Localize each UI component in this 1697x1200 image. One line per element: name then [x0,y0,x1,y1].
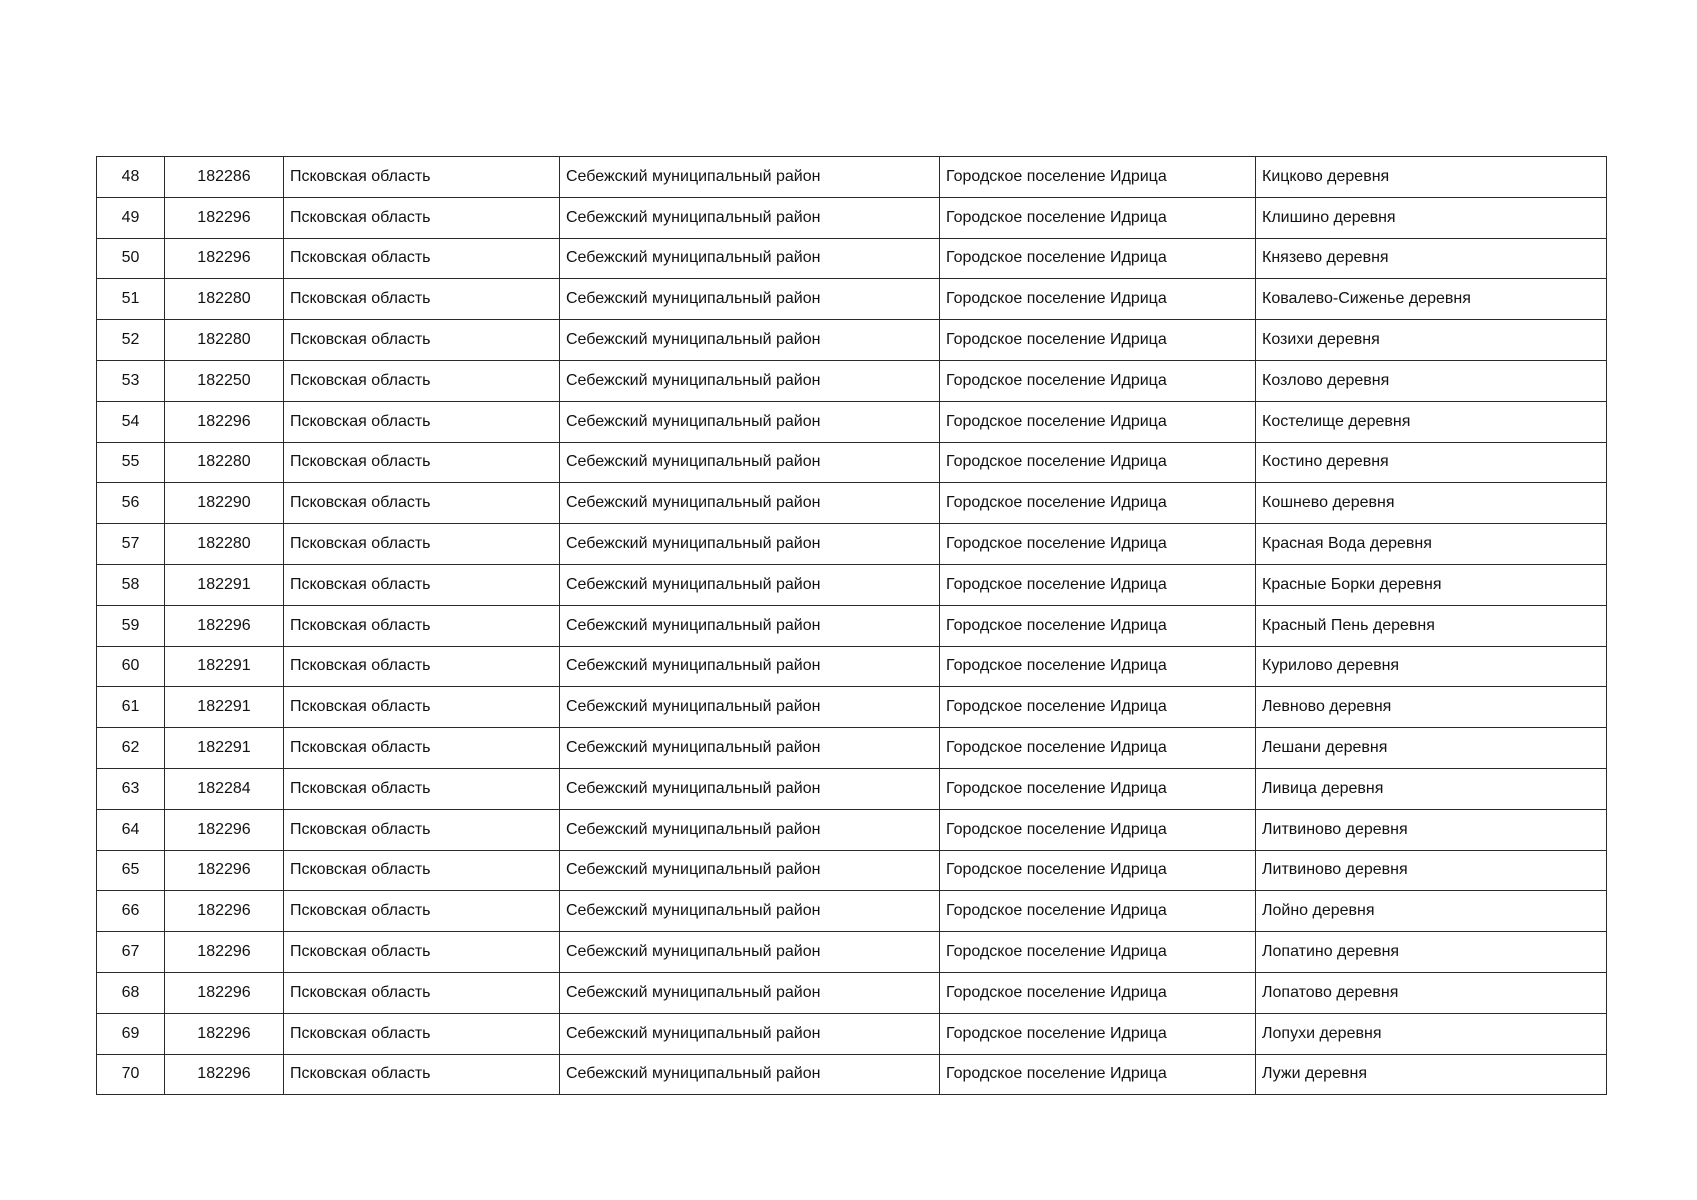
postal-code-cell: 182280 [165,524,284,565]
postal-code-cell: 182296 [165,1054,284,1095]
table-row [97,932,1607,973]
region-cell: Псковская область [284,442,560,483]
postal-code-cell: 182296 [165,932,284,973]
district-cell: Себежский муниципальный район [560,442,940,483]
postal-code-cell: 182296 [165,1013,284,1054]
district-cell: Себежский муниципальный район [560,687,940,728]
row-number-cell: 68 [97,972,165,1013]
table-row [97,524,1607,565]
row-number-cell: 63 [97,768,165,809]
district-cell: Себежский муниципальный район [560,157,940,198]
row-number-cell: 55 [97,442,165,483]
settlement-cell: Городское поселение Идрица [940,850,1256,891]
region-cell: Псковская область [284,891,560,932]
postal-code-cell: 182296 [165,605,284,646]
settlement-cell: Городское поселение Идрица [940,768,1256,809]
table-row [97,728,1607,769]
locality-cell: Лешани деревня [1256,728,1607,769]
locality-cell: Левново деревня [1256,687,1607,728]
table-row [97,157,1607,198]
region-cell: Псковская область [284,401,560,442]
locality-cell: Лопатово деревня [1256,972,1607,1013]
settlement-cell: Городское поселение Идрица [940,401,1256,442]
district-cell: Себежский муниципальный район [560,401,940,442]
locality-cell: Лопатино деревня [1256,932,1607,973]
locality-cell: Козихи деревня [1256,320,1607,361]
region-cell: Псковская область [284,768,560,809]
table-row [97,687,1607,728]
region-cell: Псковская область [284,972,560,1013]
region-cell: Псковская область [284,1054,560,1095]
row-number-cell: 59 [97,605,165,646]
settlement-cell: Городское поселение Идрица [940,238,1256,279]
region-cell: Псковская область [284,320,560,361]
district-cell: Себежский муниципальный район [560,768,940,809]
settlement-cell: Городское поселение Идрица [940,483,1256,524]
locality-cell: Кошнево деревня [1256,483,1607,524]
district-cell: Себежский муниципальный район [560,564,940,605]
district-cell: Себежский муниципальный район [560,850,940,891]
locality-cell: Литвиново деревня [1256,850,1607,891]
row-number-cell: 49 [97,197,165,238]
region-cell: Псковская область [284,524,560,565]
district-cell: Себежский муниципальный район [560,1013,940,1054]
settlement-cell: Городское поселение Идрица [940,605,1256,646]
locality-cell: Кицково деревня [1256,157,1607,198]
postal-code-cell: 182284 [165,768,284,809]
postal-code-cell: 182291 [165,646,284,687]
district-cell: Себежский муниципальный район [560,605,940,646]
region-cell: Псковская область [284,483,560,524]
row-number-cell: 70 [97,1054,165,1095]
district-cell: Себежский муниципальный район [560,320,940,361]
locality-cell: Костелище деревня [1256,401,1607,442]
table-row [97,972,1607,1013]
postal-code-cell: 182250 [165,360,284,401]
postal-code-cell: 182296 [165,401,284,442]
region-cell: Псковская область [284,850,560,891]
district-cell: Себежский муниципальный район [560,238,940,279]
row-number-cell: 61 [97,687,165,728]
region-cell: Псковская область [284,646,560,687]
postal-code-cell: 182291 [165,728,284,769]
postal-code-cell: 182296 [165,238,284,279]
table-row [97,809,1607,850]
row-number-cell: 64 [97,809,165,850]
region-cell: Псковская область [284,1013,560,1054]
region-cell: Псковская область [284,360,560,401]
row-number-cell: 51 [97,279,165,320]
locality-cell: Лойно деревня [1256,891,1607,932]
postal-code-cell: 182296 [165,972,284,1013]
postal-code-cell: 182296 [165,850,284,891]
settlement-cell: Городское поселение Идрица [940,646,1256,687]
region-cell: Псковская область [284,197,560,238]
settlement-cell: Городское поселение Идрица [940,809,1256,850]
settlement-cell: Городское поселение Идрица [940,524,1256,565]
row-number-cell: 69 [97,1013,165,1054]
table-row [97,483,1607,524]
locality-cell: Красные Борки деревня [1256,564,1607,605]
postal-code-cell: 182290 [165,483,284,524]
district-cell: Себежский муниципальный район [560,809,940,850]
settlement-cell: Городское поселение Идрица [940,891,1256,932]
table-row [97,238,1607,279]
district-cell: Себежский муниципальный район [560,360,940,401]
table-row [97,401,1607,442]
table-row [97,891,1607,932]
locality-cell: Ковалево-Сиженье деревня [1256,279,1607,320]
locality-cell: Лужи деревня [1256,1054,1607,1095]
table-row [97,646,1607,687]
postal-code-cell: 182296 [165,809,284,850]
row-number-cell: 60 [97,646,165,687]
district-cell: Себежский муниципальный район [560,646,940,687]
region-cell: Псковская область [284,728,560,769]
settlement-cell: Городское поселение Идрица [940,279,1256,320]
row-number-cell: 50 [97,238,165,279]
row-number-cell: 56 [97,483,165,524]
postal-code-cell: 182296 [165,891,284,932]
postal-code-cell: 182291 [165,564,284,605]
row-number-cell: 58 [97,564,165,605]
postal-code-cell: 182291 [165,687,284,728]
settlement-cell: Городское поселение Идрица [940,728,1256,769]
table-row [97,564,1607,605]
row-number-cell: 57 [97,524,165,565]
table-row [97,442,1607,483]
region-cell: Псковская область [284,279,560,320]
table-row [97,279,1607,320]
district-cell: Себежский муниципальный район [560,891,940,932]
postal-code-cell: 182280 [165,320,284,361]
locality-cell: Лопухи деревня [1256,1013,1607,1054]
table-row [97,768,1607,809]
district-cell: Себежский муниципальный район [560,524,940,565]
settlement-cell: Городское поселение Идрица [940,442,1256,483]
settlement-cell: Городское поселение Идрица [940,197,1256,238]
table-row [97,605,1607,646]
locality-cell: Красный Пень деревня [1256,605,1607,646]
district-cell: Себежский муниципальный район [560,279,940,320]
table-body [97,157,1607,1095]
region-cell: Псковская область [284,932,560,973]
postal-code-cell: 182280 [165,442,284,483]
row-number-cell: 54 [97,401,165,442]
postal-code-cell: 182280 [165,279,284,320]
locality-cell: Литвиново деревня [1256,809,1607,850]
locality-cell: Курилово деревня [1256,646,1607,687]
postal-code-cell: 182296 [165,197,284,238]
district-cell: Себежский муниципальный район [560,728,940,769]
settlement-cell: Городское поселение Идрица [940,360,1256,401]
region-cell: Псковская область [284,157,560,198]
row-number-cell: 48 [97,157,165,198]
locality-cell: Ливица деревня [1256,768,1607,809]
table-row [97,320,1607,361]
row-number-cell: 62 [97,728,165,769]
locality-cell: Клишино деревня [1256,197,1607,238]
settlement-cell: Городское поселение Идрица [940,687,1256,728]
table-row [97,1054,1607,1095]
row-number-cell: 66 [97,891,165,932]
settlement-cell: Городское поселение Идрица [940,932,1256,973]
table-row [97,1013,1607,1054]
region-cell: Псковская область [284,809,560,850]
region-cell: Псковская область [284,605,560,646]
row-number-cell: 53 [97,360,165,401]
table-row [97,197,1607,238]
row-number-cell: 52 [97,320,165,361]
table-row [97,360,1607,401]
district-cell: Себежский муниципальный район [560,483,940,524]
district-cell: Себежский муниципальный район [560,972,940,1013]
settlement-cell: Городское поселение Идрица [940,157,1256,198]
district-cell: Себежский муниципальный район [560,932,940,973]
settlement-cell: Городское поселение Идрица [940,972,1256,1013]
row-number-cell: 67 [97,932,165,973]
settlement-cell: Городское поселение Идрица [940,320,1256,361]
postal-code-cell: 182286 [165,157,284,198]
district-cell: Себежский муниципальный район [560,1054,940,1095]
locality-cell: Козлово деревня [1256,360,1607,401]
settlement-cell: Городское поселение Идрица [940,564,1256,605]
settlement-cell: Городское поселение Идрица [940,1054,1256,1095]
district-cell: Себежский муниципальный район [560,197,940,238]
region-cell: Псковская область [284,687,560,728]
row-number-cell: 65 [97,850,165,891]
locality-cell: Костино деревня [1256,442,1607,483]
locality-cell: Князево деревня [1256,238,1607,279]
settlement-cell: Городское поселение Идрица [940,1013,1256,1054]
locality-table [96,156,1607,1095]
locality-cell: Красная Вода деревня [1256,524,1607,565]
region-cell: Псковская область [284,238,560,279]
table-row [97,850,1607,891]
region-cell: Псковская область [284,564,560,605]
